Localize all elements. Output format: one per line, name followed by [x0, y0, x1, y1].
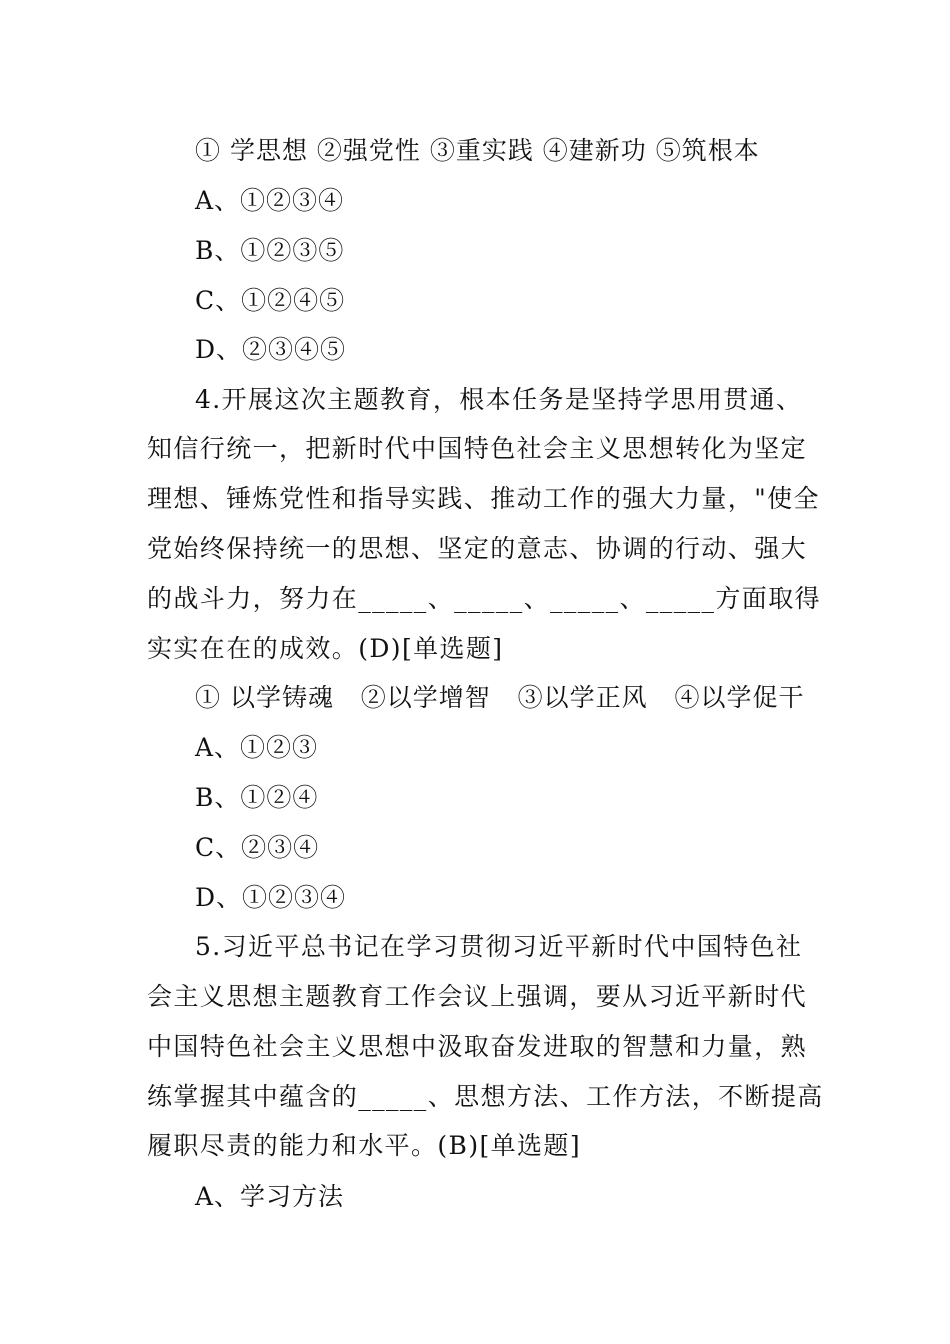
q4-line-3: 理想、锤炼党性和指导实践、推动工作的强大力量，"使全: [147, 484, 820, 513]
q5-line-4: 练掌握其中蕴含的_____、思想方法、工作方法，不断提高: [147, 1082, 824, 1111]
q3-option-a: A、①②③④: [195, 186, 345, 215]
q4-line-6: 实实在在的成效。(D)[单选题]: [147, 634, 504, 663]
q4-option-a: A、①②③: [195, 733, 319, 762]
q5-line-1: 5.习近平总书记在学习贯彻习近平新时代中国特色社: [195, 932, 803, 961]
q4-line-4: 党始终保持统一的思想、坚定的意志、协调的行动、强大: [147, 534, 808, 563]
q5-line-5: 履职尽责的能力和水平。(B)[单选题]: [147, 1131, 581, 1160]
q4-line-2: 知信行统一，把新时代中国特色社会主义思想转化为坚定: [147, 434, 808, 463]
q4-option-b: B、①②④: [195, 783, 319, 812]
q3-option-d: D、②③④⑤: [195, 335, 347, 364]
q4-items: ① 以学铸魂 ②以学增智 ③以学正风 ④以学促干: [195, 683, 805, 712]
q5-option-a: A、学习方法: [195, 1182, 345, 1211]
q4-option-c: C、②③④: [195, 833, 320, 862]
q4-option-d: D、①②③④: [195, 883, 347, 912]
q3-option-b: B、①②③⑤: [195, 236, 345, 265]
q4-line-1: 4.开展这次主题教育，根本任务是坚持学思用贯通、: [195, 385, 803, 414]
q3-option-c: C、①②④⑤: [195, 286, 346, 315]
q4-line-5: 的战斗力，努力在_____、_____、_____、_____方面取得: [147, 584, 822, 613]
q5-line-3: 中国特色社会主义思想中汲取奋发进取的智慧和力量，熟: [147, 1032, 808, 1061]
q5-line-2: 会主义思想主题教育工作会议上强调，要从习近平新时代: [147, 982, 808, 1011]
q3-items: ① 学思想 ②强党性 ③重实践 ④建新功 ⑤筑根本: [195, 136, 760, 165]
